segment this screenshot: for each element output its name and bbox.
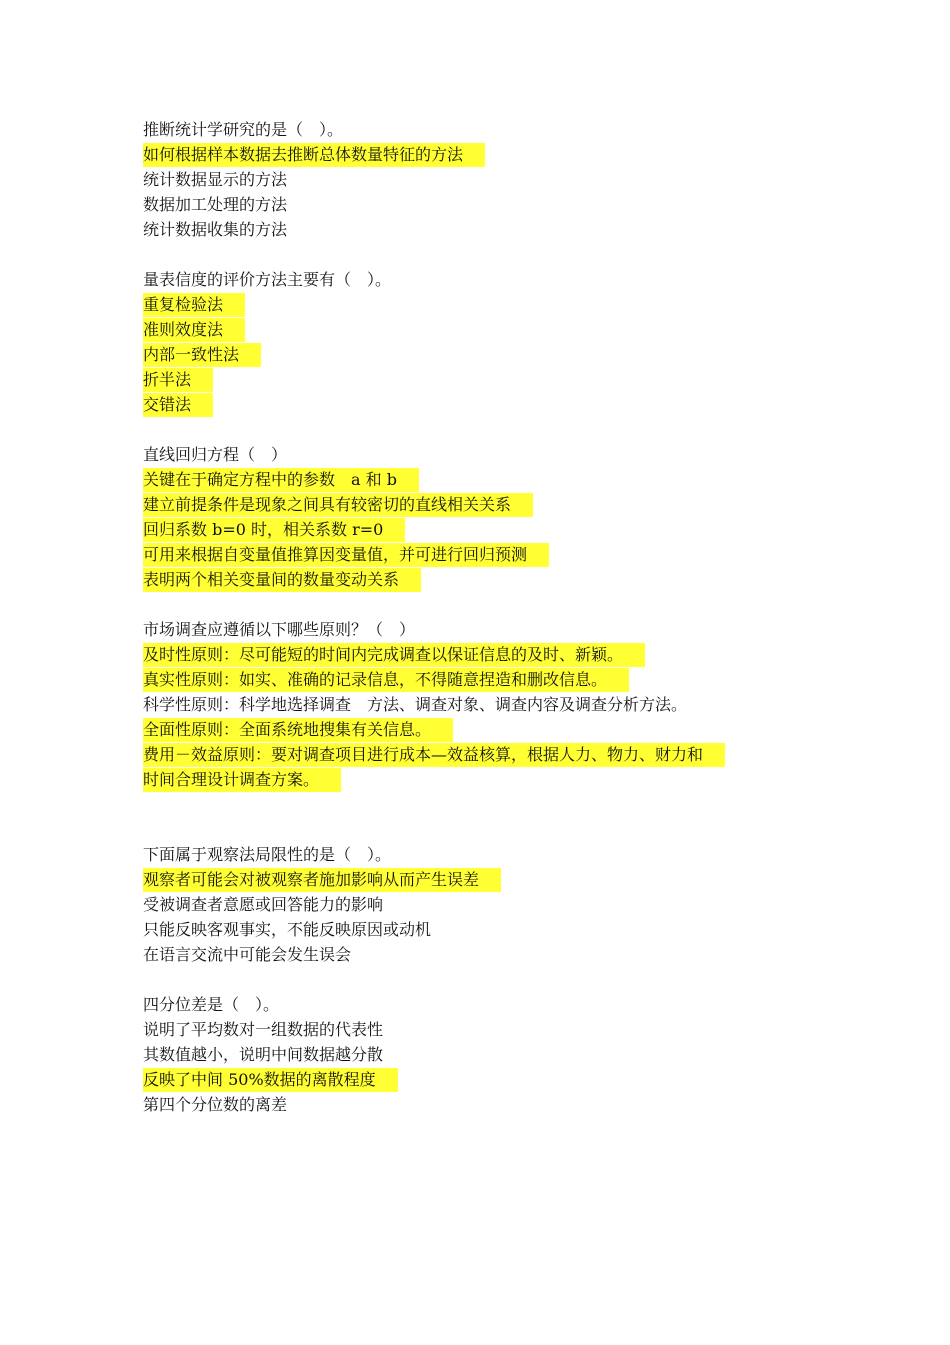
highlight-mark: 反映了中间 50%数据的离散程度 bbox=[143, 1068, 398, 1092]
option: 统计数据收集的方法 bbox=[143, 220, 288, 239]
highlight-mark: 建立前提条件是现象之间具有较密切的直线相关关系 bbox=[143, 493, 533, 517]
spacer bbox=[143, 242, 843, 267]
question-1 bbox=[143, 117, 843, 242]
question-stem: 市场调查应遵循以下哪些原则？（ ） bbox=[143, 620, 416, 639]
highlight-mark: 如何根据样本数据去推断总体数量特征的方法 bbox=[143, 143, 485, 167]
option-highlighted bbox=[143, 517, 843, 542]
option-highlighted bbox=[143, 542, 843, 567]
spacer bbox=[143, 417, 843, 442]
option-highlighted bbox=[143, 642, 843, 667]
option: 说明了平均数对一组数据的代表性 bbox=[143, 1020, 384, 1039]
option-highlighted bbox=[143, 292, 843, 317]
option: 受被调查者意愿或回答能力的影响 bbox=[143, 895, 384, 914]
highlight-mark: 及时性原则：尽可能短的时间内完成调查以保证信息的及时、新颖。 bbox=[143, 643, 645, 667]
option-highlighted bbox=[143, 867, 843, 892]
option-highlighted bbox=[143, 467, 843, 492]
highlight-mark: 重复检验法 bbox=[143, 293, 245, 317]
option-highlighted bbox=[143, 567, 843, 592]
question-3 bbox=[143, 442, 843, 592]
option-highlighted bbox=[143, 317, 843, 342]
option: 科学性原则：科学地选择调查 方法、调查对象、调查内容及调查分析方法。 bbox=[143, 695, 688, 714]
option: 第四个分位数的离差 bbox=[143, 1095, 288, 1114]
spacer bbox=[143, 792, 843, 842]
highlight-mark: 回归系数 b=0 时，相关系数 r=0 bbox=[143, 518, 405, 542]
question-6 bbox=[143, 992, 843, 1117]
option: 统计数据显示的方法 bbox=[143, 170, 288, 189]
question-2 bbox=[143, 267, 843, 417]
question-stem: 直线回归方程（ ） bbox=[143, 445, 288, 464]
highlight-mark: 费用－效益原则：要对调查项目进行成本—效益核算，根据人力、物力、财力和 bbox=[143, 743, 725, 767]
option: 数据加工处理的方法 bbox=[143, 195, 288, 214]
document-page bbox=[143, 117, 843, 1117]
option-highlighted bbox=[143, 342, 843, 367]
option: 只能反映客观事实，不能反映原因或动机 bbox=[143, 920, 432, 939]
highlight-mark: 折半法 bbox=[143, 368, 213, 392]
option-highlighted bbox=[143, 1067, 843, 1092]
highlight-mark: 全面性原则：全面系统地搜集有关信息。 bbox=[143, 718, 453, 742]
highlight-mark: 时间合理设计调查方案。 bbox=[143, 768, 341, 792]
spacer bbox=[143, 967, 843, 992]
question-stem: 下面属于观察法局限性的是（ ）。 bbox=[143, 845, 392, 864]
option-highlighted bbox=[143, 742, 843, 767]
highlight-mark: 真实性原则：如实、准确的记录信息，不得随意捏造和删改信息。 bbox=[143, 668, 629, 692]
option: 其数值越小，说明中间数据越分散 bbox=[143, 1045, 384, 1064]
question-5 bbox=[143, 842, 843, 967]
option-highlighted bbox=[143, 717, 843, 742]
question-4 bbox=[143, 617, 843, 792]
highlight-mark: 关键在于确定方程中的参数 a 和 b bbox=[143, 468, 419, 492]
highlight-mark: 交错法 bbox=[143, 393, 213, 417]
option-highlighted bbox=[143, 367, 843, 392]
highlight-mark: 内部一致性法 bbox=[143, 343, 261, 367]
highlight-mark: 表明两个相关变量间的数量变动关系 bbox=[143, 568, 421, 592]
option-highlighted bbox=[143, 767, 843, 792]
question-stem: 四分位差是（ ）。 bbox=[143, 995, 280, 1014]
question-stem: 量表信度的评价方法主要有（ ）。 bbox=[143, 270, 392, 289]
option-highlighted bbox=[143, 492, 843, 517]
spacer bbox=[143, 592, 843, 617]
option-highlighted bbox=[143, 392, 843, 417]
highlight-mark: 观察者可能会对被观察者施加影响从而产生误差 bbox=[143, 868, 501, 892]
question-stem: 推断统计学研究的是（ ）。 bbox=[143, 120, 344, 139]
option-highlighted bbox=[143, 142, 843, 167]
highlight-mark: 准则效度法 bbox=[143, 318, 245, 342]
option-highlighted bbox=[143, 667, 843, 692]
highlight-mark: 可用来根据自变量值推算因变量值，并可进行回归预测 bbox=[143, 543, 549, 567]
option: 在语言交流中可能会发生误会 bbox=[143, 945, 352, 964]
